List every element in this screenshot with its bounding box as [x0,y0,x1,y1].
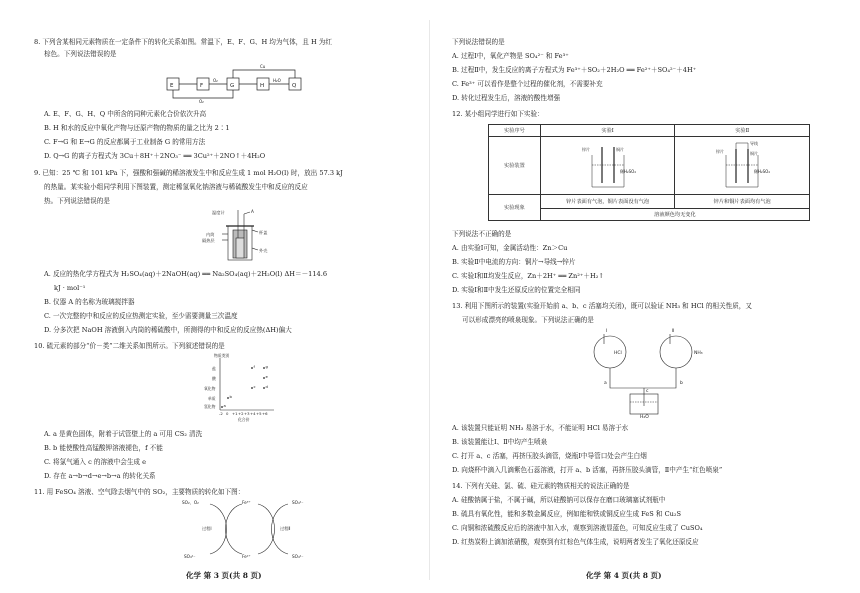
q8-label-h2o: H₂O [273,78,281,83]
q13-option-b: B. 该装置能让Ⅰ、Ⅱ中均产生喷泉 [452,438,548,446]
q13-option-d: D. 向烧杯中滴入几滴紫色石蕊溶液，打开 a、b 活塞，再挤压胶头滴管，Ⅱ中产生“红色喷泉” [452,466,723,474]
q11-option-b: B. 过程Ⅱ中，发生反应的离子方程式为 Fe³⁺＋SO₂＋2H₂O ══ Fe²⁺＋SO₄²⁻＋4H⁺ [452,66,697,74]
q11-option-d: D. 转化过程发生后，溶液的酸性增强 [452,94,561,102]
q9-label-inner: 内筒 [206,232,215,237]
q10-ylabel: 物质类别 [214,353,230,358]
q9-label-a: A [251,209,254,214]
q9-option-d: D. 分多次把 NaOH 溶液倒入内筒的稀硫酸中，所测得的中和反应的反应热(ΔH)偏大 [44,326,292,334]
q10-row-salt: 盐 [212,366,216,371]
q11-label-process1: 过程Ⅰ [202,526,212,531]
q12-apparatus-2 [675,137,810,195]
q13-fountain-apparatus [580,326,710,418]
q12-apparatus-1 [540,137,675,195]
q12-header-exp2: 实验Ⅱ [675,125,810,137]
q13-label-hcl: HCl [614,351,622,356]
q10-option-c: C. 将氯气通入 c 的溶液中会生成 e [44,458,147,466]
q14-option-d: D. 红热炭粉上滴加浓硝酸，观察到有红棕色气体生成，说明两者发生了氧化还原反应 [452,538,699,546]
q12-option-d: D. 实验Ⅰ和Ⅱ中发生还原反应的位置完全相同 [452,286,581,294]
q12-observation-1: 锌片表面有气泡，铜片表面没有气泡 [540,195,675,209]
q10-point-a: a [223,403,226,408]
q10-option-b: B. b 能使酸性高锰酸钾溶液褪色，f 不能 [44,444,163,452]
q10-point-g: g [265,364,268,369]
q10-tick-m2: -2 [219,411,223,416]
q13-stem-line1: 13. 利用下图所示的装置(实验开始前 a、b、c 活塞均关闭)，既可以验证 NH₃ 和 HCl 的相关性质，又 [452,302,752,310]
page-4-footer: 化学 第 4 页(共 8 页) [586,571,662,580]
q8-node-q: Q [292,83,297,89]
q12-label-cu-1: 铜片 [615,146,624,152]
q13-label-c: c [646,389,649,394]
q11-option-c: C. Fe³⁺ 可以看作是整个过程的催化剂，不需要补充 [452,80,603,88]
q10-xlabel: 化合价 [238,417,250,422]
q12-option-a: A. 由实验Ⅰ可知，金属活动性：Zn＞Cu [452,244,568,252]
q12-option-c: C. 实验Ⅰ和Ⅱ均发生反应，Zn＋2H⁺ ══ Zn²⁺＋H₂↑ [452,272,604,280]
q9-label-thermometer: 温度计 [212,210,225,215]
page-4 [430,0,860,593]
q8-option-a: A. E、F、G、H、Q 中所含的同种元素化合价依次升高 [44,110,207,118]
q8-label-o2-top: O₂ [213,78,218,83]
q12-header-id: 实验序号 [489,125,541,137]
q10-tick-p2: +2 [238,411,244,416]
q12-option-b: B. 实验Ⅱ中电流的方向：铜片→导线→锌片 [452,258,576,266]
q12-label-acid-2: 稀H₂SO₄ [754,168,771,174]
q14-option-c: C. 向铜和浓硫酸反应后的溶液中加入水，观察到溶液显蓝色，可知反应生成了 CuSO₄ [452,524,703,532]
q12-row-apparatus: 实验装置 [489,137,541,195]
q12-label-cu-2: 铜片 [750,150,759,156]
q11-label-fe2: Fe²⁺ [242,554,251,559]
q10-point-f: f [253,364,255,369]
q12-label-zn-1: 锌片 [581,146,590,152]
q9-option-a-line1: A. 反应的热化学方程式为 H₂SO₄(aq)＋2NaOH(aq) ══ Na₂SO₄(aq)＋2H₂O(l) ΔH＝－114.6 [44,270,328,278]
q10-option-d: D. 存在 a→b→d→e→b→a 的转化关系 [44,472,156,480]
q10-tick-p4: +4 [250,411,256,416]
q9-label-lid: 杯盖 [259,230,268,235]
q9-calorimeter-figure [200,208,280,264]
q10-tick-p5: +5 [256,411,262,416]
q10-stem: 10. 硫元素的部分“价－类”二维关系如图所示。下列叙述错误的是 [34,342,225,350]
q10-row-oxide: 氧化物 [204,386,216,391]
q13-label-nh3: NH₃ [694,351,703,356]
q8-option-d: D. Q→G 的离子方程式为 3Cu＋8H⁺＋2NO₃⁻ ══ 3Cu²⁺＋2NO↑＋4H₂O [44,152,266,160]
q8-node-h: H [260,83,265,89]
q11-label-so2-o2: SO₂、O₂ [182,500,199,505]
q12-row-observation: 实验现象 [489,195,541,221]
q8-conversion-diagram [155,62,315,104]
q10-row-element: 单质 [208,396,216,401]
q10-row-acid: 酸 [212,376,216,381]
q13-label-flask1: Ⅰ [606,329,608,334]
q10-tick-p6: +6 [262,411,268,416]
q9-option-b: B. 仪器 A 的名称为玻璃搅拌器 [44,298,135,306]
q13-label-flask2: Ⅱ [672,329,675,334]
q11-label-so4-right: SO₄²⁻ [292,554,304,559]
q8-node-g: G [230,83,235,89]
q14-option-a: A. 硅酸钠属于盐，不属于碱，所以硅酸钠可以保存在磨口玻璃塞试剂瓶中 [452,496,666,504]
q13-label-b: b [680,381,683,386]
q12-prompt: 下列说法不正确的是 [452,230,512,238]
q12-experiment-table [488,124,810,221]
q9-option-c: C. 一次完整的中和反应的反应热测定实验，至少需要测量三次温度 [44,312,238,320]
q10-row-hydride: 氢化物 [204,404,216,409]
q8-stem-line1: 8. 下列含某相同元素物质在一定条件下的转化关系如图。常温下，E、F、G、H 均为气体，且 H 为红 [34,38,332,46]
q8-label-cu: Cu [260,64,266,69]
q10-valence-class-chart [200,352,280,424]
q12-stem: 12. 某小组同学进行如下实验： [452,110,544,118]
q10-tick-p3: +3 [244,411,250,416]
q9-stem-line2: 的热量。某实验小组同学利用下图装置，测定稀氢氧化钠溶液与稀硫酸发生中和反应的反应 [44,183,308,191]
q8-node-f: F [200,83,204,89]
q14-stem: 14. 下列有关硅、氯、硫、硅元素的物质相关的说法正确的是 [452,482,630,490]
q12-label-acid-1: 稀H₂SO₄ [619,168,636,174]
q12-observation-common: 溶液颜色均无变化 [540,209,809,221]
q11-label-so4-top: SO₄²⁻ [292,500,304,505]
q12-header-exp1: 实验Ⅰ [540,125,675,137]
q13-option-a: A. 该装置只能证明 NH₃ 易溶于水，不能证明 HCl 易溶于水 [452,424,629,432]
q12-label-zn-2: 锌片 [716,148,725,154]
q11-stem-continued: 下列说法错误的是 [452,38,505,46]
q9-stem-line3: 热。下列说法错误的是 [44,197,110,205]
q14-option-b: B. 硫具有氧化性，能和多数金属反应，例如能和铁或铜反应生成 FeS 和 Cu₂S [452,510,682,518]
q10-point-e: e [265,374,268,379]
q12-label-wire: 导线 [750,140,759,146]
q12-beaker-2 [702,139,782,191]
q10-point-d: d [265,384,268,389]
q8-option-b: B. H 和水的反应中氧化产物与还原产物的物质的量之比为 2∶1 [44,124,230,132]
q10-tick-p1: +1 [232,411,238,416]
q9-label-insulation: 隔热层 [202,238,215,243]
q10-point-b: b [229,394,232,399]
q13-label-h2o: H₂O [640,415,649,418]
page-3-footer: 化学 第 3 页(共 8 页) [186,571,262,580]
q10-point-c: c [253,384,256,389]
q11-label-so4-bottom: SO₄²⁻ [184,554,196,559]
q11-stem: 11. 用 FeSO₄ 溶液、空气除去烟气中的 SO₂，主要物质的转化如下图： [34,488,245,496]
q8-node-e: E [170,83,174,89]
q11-option-a: A. 过程Ⅰ中，氧化产物是 SO₄²⁻ 和 Fe³⁺ [452,52,569,60]
q8-option-c: C. F→G 和 E→G 的反应都属于工业制备 G 的常用方法 [44,138,206,146]
q9-label-outer: 外壳 [259,248,268,253]
q12-observation-2: 锌片和铜片表面均有气泡 [675,195,810,209]
q8-stem-line2: 棕色。下列说法错误的是 [44,50,117,58]
q13-label-a: a [604,381,607,386]
q11-label-process2: 过程Ⅱ [280,526,291,531]
q10-tick-0: 0 [226,411,229,416]
q11-label-fe3-top: Fe³⁺ [242,500,251,505]
q13-option-c: C. 打开 a、c 活塞，再挤压胶头滴管，烧瓶Ⅰ中导管口处会产生白烟 [452,452,647,460]
q9-option-a-line2: kJ · mol⁻¹ [54,284,86,292]
q8-label-o2-bottom: O₂ [199,99,204,104]
q13-stem-line2: 可以形成漂亮的喷泉现象。下列说法正确的是 [462,316,594,324]
q10-option-a: A. a 是黄色固体，附着于试管壁上的 a 可用 CS₂ 清洗 [44,430,203,438]
q12-beaker-1 [568,139,648,191]
q11-cycle-figure [180,496,320,562]
q9-stem-line1: 9. 已知：25 ℃ 和 101 kPa 下，强酸和强碱的稀溶液发生中和反应生成 1 mol H₂O(l) 时，放出 57.3 kJ [34,169,343,177]
